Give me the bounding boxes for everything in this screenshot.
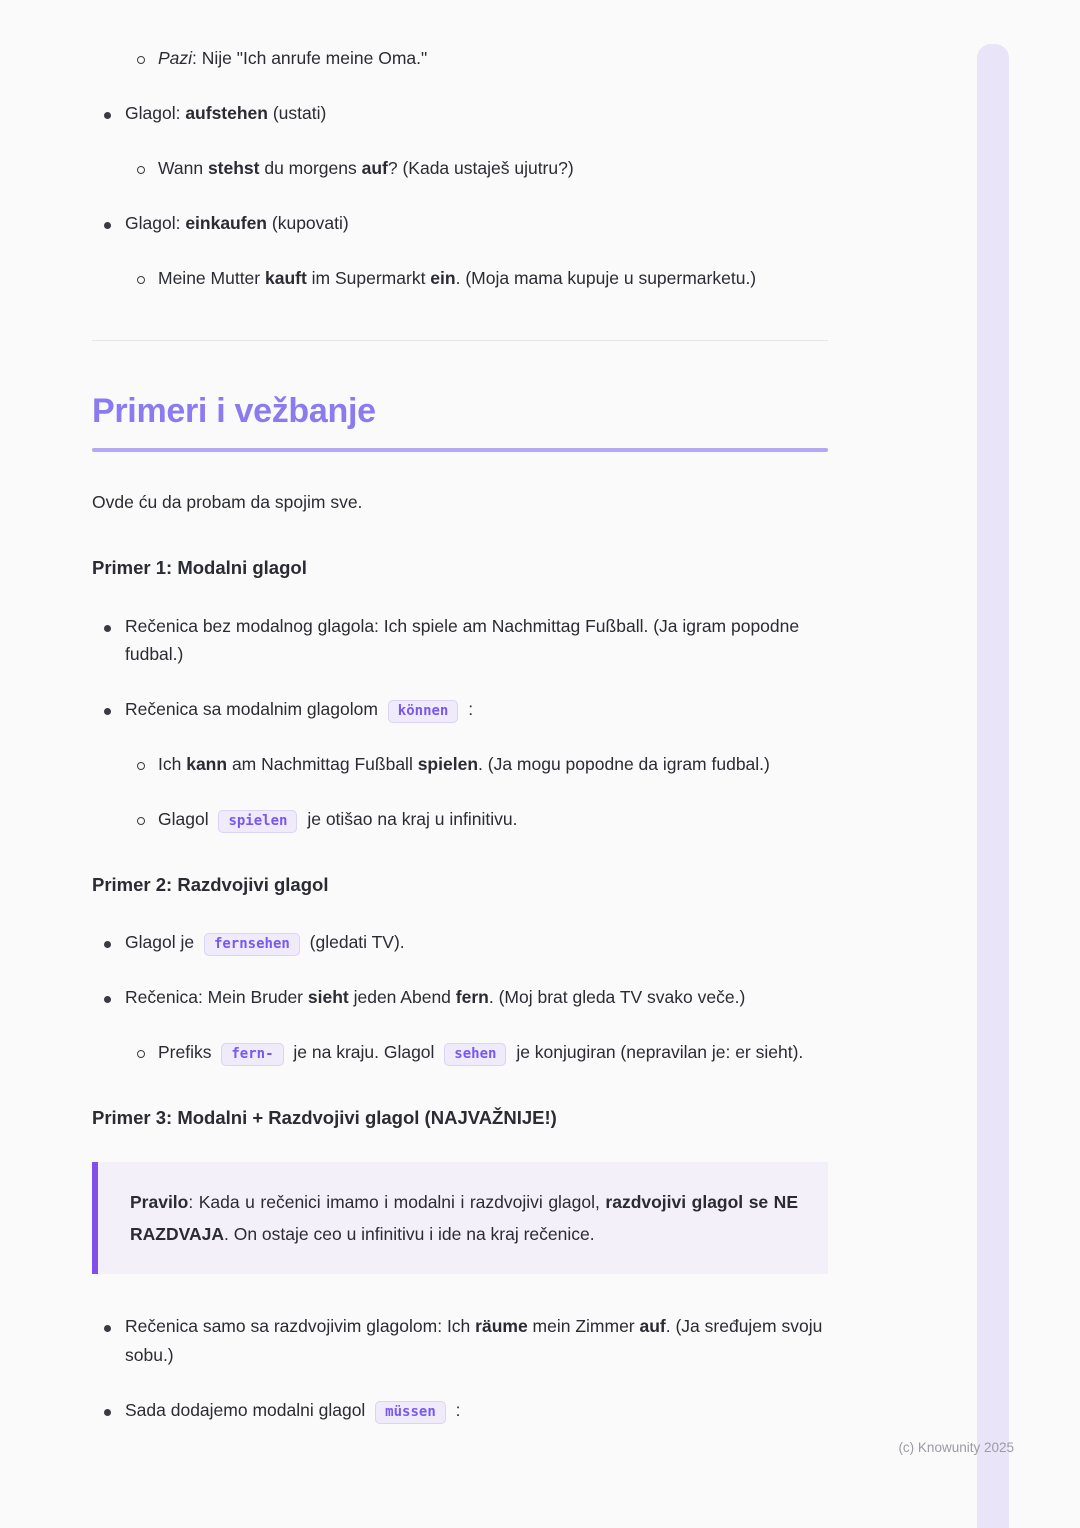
sub-heading: Primer 1: Modalni glagol bbox=[92, 557, 307, 579]
bullet-disc-icon bbox=[104, 1312, 125, 1370]
sub-heading: Primer 3: Modalni + Razdvojivi glagol (NAJVAŽNIJE!) bbox=[92, 1107, 557, 1129]
document-body bbox=[92, 44, 828, 1451]
scrollbar-track[interactable] bbox=[977, 44, 1009, 1528]
text-run: ein bbox=[430, 267, 456, 288]
list-item-text bbox=[158, 264, 828, 293]
list-item bbox=[104, 209, 828, 238]
text-run: Meine Mutter bbox=[158, 267, 265, 288]
list-item bbox=[104, 1312, 828, 1370]
text-run: auf bbox=[361, 157, 388, 178]
bullet-circle-icon bbox=[137, 750, 158, 779]
list-item bbox=[104, 99, 828, 128]
text-run: Glagol: bbox=[125, 212, 186, 233]
text-run: : Nije "Ich anrufe meine Oma." bbox=[192, 48, 428, 68]
text-run: kauft bbox=[264, 267, 307, 288]
text-run: (gledati TV). bbox=[304, 932, 405, 953]
text-run: je na kraju. Glagol bbox=[288, 1042, 440, 1063]
section-heading: Primeri i vežbanje bbox=[92, 392, 376, 431]
rule-callout bbox=[92, 1162, 828, 1275]
text-run: Pazi bbox=[158, 48, 193, 68]
text-run: im Supermarkt bbox=[306, 267, 431, 288]
text-run: ? (Kada ustaješ ujutru?) bbox=[387, 157, 574, 178]
text-run: Wann bbox=[158, 157, 208, 178]
text-run: jeden Abend bbox=[348, 987, 456, 1008]
text-run: Ich bbox=[158, 754, 187, 775]
text-run: sieht bbox=[307, 987, 349, 1008]
list-item-text bbox=[158, 154, 828, 183]
text-run: . (Ja mogu popodne da igram fudbal.) bbox=[478, 754, 770, 775]
text-run: . (Moj brat gleda TV svako veče.) bbox=[488, 987, 746, 1008]
text-run: einkaufen bbox=[185, 212, 268, 233]
list-item-text bbox=[125, 928, 828, 957]
inline-code: fern- bbox=[221, 1043, 283, 1066]
text-run: Glagol bbox=[158, 809, 214, 830]
text-run: räume bbox=[475, 1316, 528, 1337]
text-run: razdvojivi glagol se NE RAZDVAJA bbox=[130, 1191, 798, 1244]
bullet-circle-icon bbox=[137, 1038, 158, 1067]
text-run: Rečenica bez modalnog glagola: Ich spiele am Nachmittag Fußball. (Ja igram popodne fudbal.) bbox=[125, 615, 800, 665]
inline-code: müssen bbox=[375, 1401, 446, 1424]
bullet-disc-icon bbox=[104, 99, 125, 128]
copyright-note: (c) Knowunity 2025 bbox=[898, 1440, 1014, 1455]
text-run: am Nachmittag Fußball bbox=[227, 754, 418, 775]
inline-code: fernsehen bbox=[204, 933, 300, 956]
bullet-disc-icon bbox=[104, 983, 125, 1012]
text-run: Glagol: bbox=[125, 102, 186, 123]
inline-code: können bbox=[388, 700, 459, 723]
text-run: Rečenica sa modalnim glagolom bbox=[125, 699, 383, 720]
text-run: kann bbox=[186, 754, 228, 775]
bullet-disc-icon bbox=[104, 612, 125, 670]
list-item-text bbox=[158, 1038, 828, 1067]
sub-list-item bbox=[137, 805, 828, 834]
list-item bbox=[104, 612, 828, 670]
list-item-text bbox=[125, 1312, 828, 1370]
list-item-text bbox=[125, 983, 828, 1012]
text-run: mein Zimmer bbox=[527, 1316, 640, 1337]
sub-list-item bbox=[137, 154, 828, 183]
text-run: stehst bbox=[207, 157, 260, 178]
list-item bbox=[104, 983, 828, 1012]
text-run: Rečenica: Mein Bruder bbox=[125, 987, 308, 1008]
list-item-text bbox=[158, 750, 828, 779]
text-run: Pravilo bbox=[130, 1191, 189, 1212]
bullet-circle-icon bbox=[137, 44, 158, 73]
text-run: Rečenica samo sa razdvojivim glagolom: Ich bbox=[125, 1316, 476, 1337]
text-run: (ustati) bbox=[267, 102, 327, 123]
sub-list-item bbox=[137, 44, 828, 73]
text-run: Glagol je bbox=[125, 932, 199, 953]
text-run: Ovde ću da probam da spojim sve. bbox=[92, 492, 363, 513]
sub-list-item bbox=[137, 750, 828, 779]
text-run: : bbox=[450, 1400, 461, 1421]
heading-underline bbox=[92, 448, 828, 452]
list-item-text bbox=[125, 612, 828, 670]
list-item bbox=[104, 1396, 828, 1425]
text-run: fern bbox=[455, 987, 489, 1008]
text-run: . (Ja sređujem svoju sobu.) bbox=[125, 1316, 823, 1366]
horizontal-divider bbox=[92, 340, 828, 341]
text-run: spielen bbox=[417, 754, 479, 775]
list-item-text bbox=[125, 99, 828, 128]
list-item bbox=[104, 695, 828, 724]
text-run: je konjugiran (nepravilan je: er sieht). bbox=[511, 1042, 804, 1063]
text-run: je otišao na kraj u infinitivu. bbox=[302, 809, 518, 830]
text-run: . (Moja mama kupuje u supermarketu.) bbox=[455, 267, 757, 288]
bullet-circle-icon bbox=[137, 154, 158, 183]
bullet-circle-icon bbox=[137, 264, 158, 293]
list-item-text bbox=[125, 695, 828, 724]
list-item-text bbox=[125, 209, 828, 238]
bullet-disc-icon bbox=[104, 1396, 125, 1425]
text-run: du morgens bbox=[259, 157, 362, 178]
list-item-text bbox=[125, 1396, 828, 1425]
text-run: auf bbox=[639, 1316, 666, 1337]
sub-list-item bbox=[137, 264, 828, 293]
bullet-circle-icon bbox=[137, 805, 158, 834]
list-item bbox=[104, 928, 828, 957]
text-run: (kupovati) bbox=[267, 212, 349, 233]
inline-code: spielen bbox=[218, 810, 297, 833]
list-item-text bbox=[158, 44, 828, 73]
text-run: . On ostaje ceo u infinitivu i ide na kraj rečenice. bbox=[224, 1223, 595, 1244]
bullet-disc-icon bbox=[104, 928, 125, 957]
text-run: aufstehen bbox=[185, 102, 268, 123]
inline-code: sehen bbox=[444, 1043, 506, 1066]
paragraph bbox=[92, 488, 828, 517]
bullet-disc-icon bbox=[104, 695, 125, 724]
list-item-text bbox=[158, 805, 828, 834]
sub-list-item bbox=[137, 1038, 828, 1067]
bullet-disc-icon bbox=[104, 209, 125, 238]
text-run: Prefiks bbox=[158, 1042, 217, 1063]
text-run: : bbox=[463, 699, 474, 720]
sub-heading: Primer 2: Razdvojivi glagol bbox=[92, 873, 329, 895]
text-run: : Kada u rečenici imamo i modalni i razdvojivi glagol, bbox=[188, 1191, 606, 1212]
text-run: Sada dodajemo modalni glagol bbox=[125, 1400, 371, 1421]
